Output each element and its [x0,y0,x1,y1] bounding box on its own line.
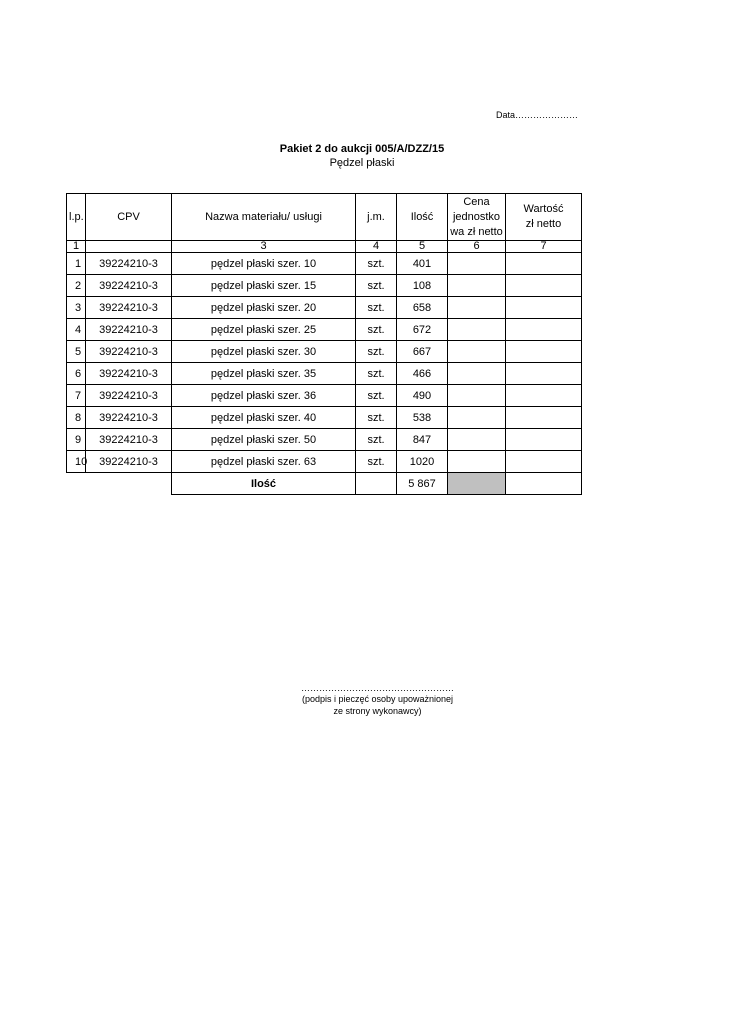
row-unit-price [448,275,506,297]
header-unit-price [448,194,506,241]
row-net-value [506,429,582,451]
header-unit-price-line2: jednostko [452,210,501,223]
row-unit-price [448,319,506,341]
header-name: Nazwa materiału/ usługi [172,194,356,241]
row-unit: szt. [356,385,397,407]
row-material-name: pędzel płaski szer. 20 [172,297,356,319]
row-lp: 10 [67,451,86,473]
column-number: 5 [397,241,448,253]
row-cpv: 39224210-3 [86,253,172,275]
row-cpv: 39224210-3 [86,407,172,429]
row-unit: szt. [356,429,397,451]
row-lp: 1 [67,253,86,275]
row-unit: szt. [356,341,397,363]
column-number: 1 [67,241,86,253]
row-cpv: 39224210-3 [86,319,172,341]
row-cpv: 39224210-3 [86,385,172,407]
header-unit: j.m. [356,194,397,241]
date-field: Data………………… [496,110,579,120]
header-unit-price-line1: Cena [463,195,490,208]
column-number-row [67,241,582,253]
header-net-value-line1: Wartość [523,203,564,215]
row-lp: 8 [67,407,86,429]
table-row [67,429,582,451]
table-row [67,385,582,407]
row-qty: 672 [397,319,448,341]
row-net-value [506,319,582,341]
row-lp: 6 [67,363,86,385]
row-qty: 658 [397,297,448,319]
row-net-value [506,275,582,297]
row-unit: szt. [356,407,397,429]
row-material-name: pędzel płaski szer. 25 [172,319,356,341]
row-material-name: pędzel płaski szer. 50 [172,429,356,451]
row-net-value [506,253,582,275]
row-lp: 4 [67,319,86,341]
total-unit-cell [356,473,397,495]
total-qty: 5 867 [397,473,448,495]
signature-line: …………………………………………… [301,683,454,693]
row-net-value [506,297,582,319]
row-net-value [506,407,582,429]
items-table [66,193,582,495]
row-lp: 5 [67,341,86,363]
row-qty: 847 [397,429,448,451]
row-unit-price [448,341,506,363]
header-unit-price-line3: wa zł netto [450,225,503,238]
row-material-name: pędzel płaski szer. 36 [172,385,356,407]
table-row [67,297,582,319]
table-row [67,319,582,341]
header-lp: l.p. [67,194,86,241]
table-row [67,451,582,473]
row-material-name: pędzel płaski szer. 40 [172,407,356,429]
header-row [67,194,582,241]
row-material-name: pędzel płaski szer. 35 [172,363,356,385]
header-qty: Ilość [397,194,448,241]
row-qty: 1020 [397,451,448,473]
row-material-name: pędzel płaski szer. 63 [172,451,356,473]
row-material-name: pędzel płaski szer. 15 [172,275,356,297]
table-row [67,253,582,275]
total-row [67,473,582,495]
row-unit-price [448,429,506,451]
row-cpv: 39224210-3 [86,429,172,451]
row-unit-price [448,407,506,429]
column-number: 4 [356,241,397,253]
row-net-value [506,363,582,385]
total-spacer [67,473,172,495]
row-cpv: 39224210-3 [86,363,172,385]
column-number: 6 [448,241,506,253]
row-unit: szt. [356,297,397,319]
total-value [506,473,582,495]
row-qty: 538 [397,407,448,429]
column-number: 7 [506,241,582,253]
row-lp: 9 [67,429,86,451]
row-unit-price [448,363,506,385]
row-material-name: pędzel płaski szer. 30 [172,341,356,363]
row-qty: 490 [397,385,448,407]
row-net-value [506,341,582,363]
row-net-value [506,385,582,407]
total-price-cell [448,473,506,495]
column-number [86,241,172,253]
total-label: Ilość [172,473,356,495]
row-net-value [506,451,582,473]
row-cpv: 39224210-3 [86,341,172,363]
signature-caption-line1: (podpis i pieczęć osoby upoważnionej [301,694,454,704]
table-row [67,363,582,385]
row-lp: 2 [67,275,86,297]
row-unit-price [448,253,506,275]
row-cpv: 39224210-3 [86,451,172,473]
header-cpv: CPV [86,194,172,241]
table-row [67,407,582,429]
row-material-name: pędzel płaski szer. 10 [172,253,356,275]
table-row [67,275,582,297]
row-unit-price [448,451,506,473]
table-row [67,341,582,363]
row-unit: szt. [356,275,397,297]
row-qty: 401 [397,253,448,275]
document-title: Pakiet 2 do aukcji 005/A/DZZ/15 [279,143,445,155]
row-qty: 108 [397,275,448,297]
header-net-value [506,194,582,241]
header-net-value-line2: zł netto [525,218,562,230]
row-unit: szt. [356,319,397,341]
row-unit: szt. [356,253,397,275]
row-lp: 3 [67,297,86,319]
column-number: 3 [172,241,356,253]
row-cpv: 39224210-3 [86,275,172,297]
row-qty: 667 [397,341,448,363]
row-unit-price [448,385,506,407]
document-subtitle: Pędzel płaski [329,157,395,169]
row-cpv: 39224210-3 [86,297,172,319]
signature-caption-line2: ze strony wykonawcy) [333,706,422,716]
row-unit: szt. [356,363,397,385]
row-unit-price [448,297,506,319]
row-lp: 7 [67,385,86,407]
row-qty: 466 [397,363,448,385]
row-unit: szt. [356,451,397,473]
